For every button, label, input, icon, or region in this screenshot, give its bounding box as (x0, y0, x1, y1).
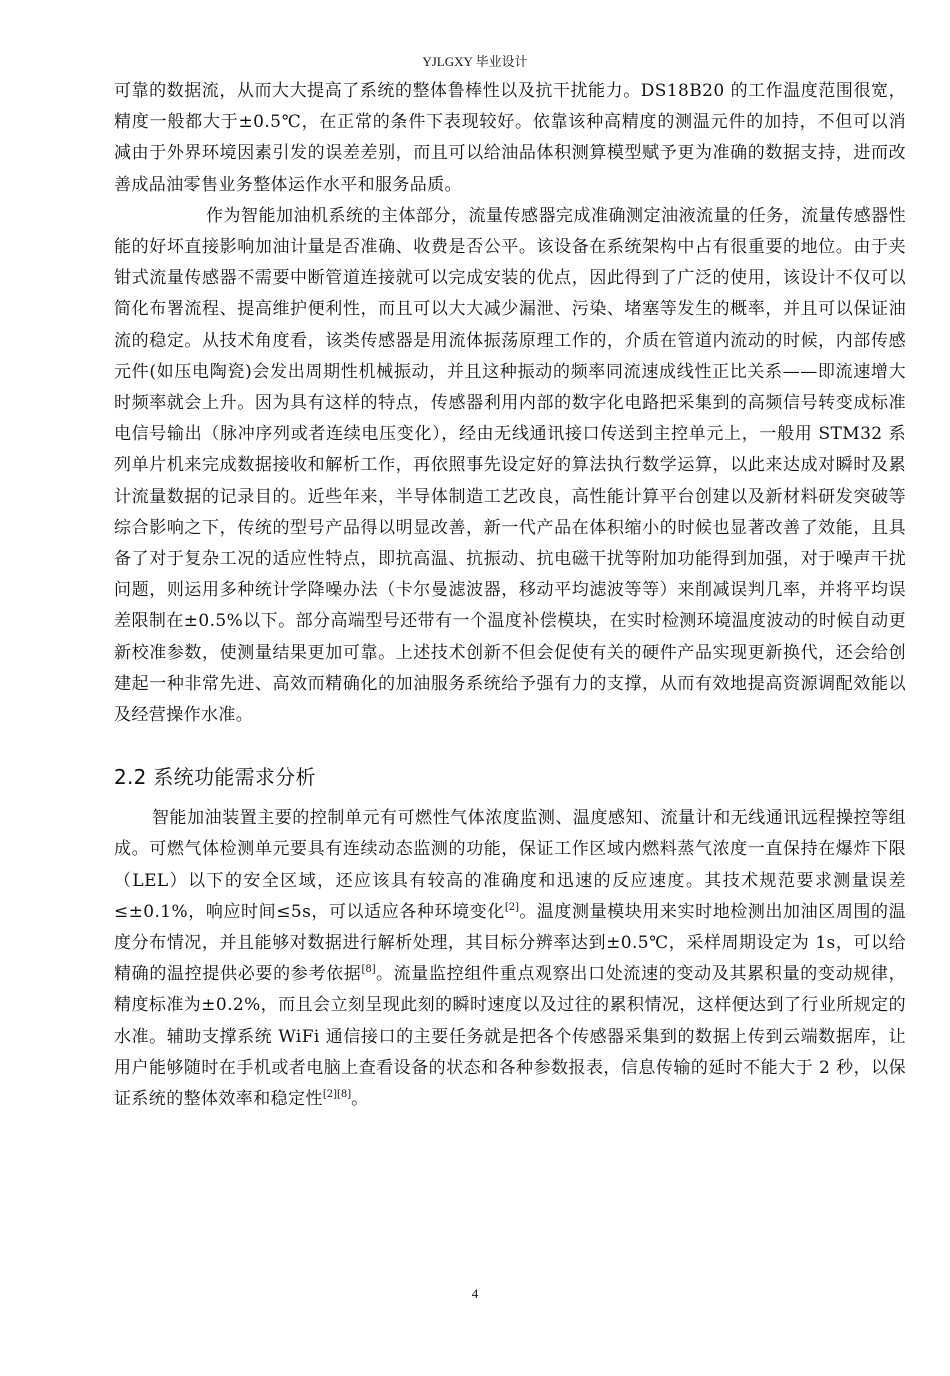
page-number: 4 (471, 1286, 479, 1301)
citation-reference: [2] (504, 901, 520, 913)
section-heading: 2.2 系统功能需求分析 (114, 765, 316, 790)
paragraph-text-part: 。 (351, 1089, 369, 1110)
paragraph-ds18b20-accuracy: 可靠的数据流，从而大大提高了系统的整体鲁棒性以及抗干扰能力。DS18B20 的工作温度范围很宽，精度一般都大于±0.5℃，在正常的条件下表现较好。依靠该种高精度的测温元件的加持，不但可以消减由于外界环境因素引发的误差差别，而且可以给油品体积测算模型赋予更为准确的数据支持，进而改善成品油零售业务整体运作水平和服务品质。 (114, 81, 906, 195)
citation-reference: [2][8] (322, 1089, 352, 1101)
paragraph-text-part: 。温度测量模块用来实时地检测出加油区周围的温度分布情况，并且能够对数据进行解析处理，其目标分辨率达到±0.5℃，采样周期设定为 1s，可以给精确的温控提供必要的参考依据 (114, 901, 906, 985)
paragraph-flow-sensor: 作为智能加油机系统的主体部分，流量传感器完成准确测定油液流量的任务，流量传感器性能的好坏直接影响加油计量是否准确、收费是否公平。该设备在系统架构中占有很重要的地位。由于夹钳式流量传感器不需要中断管道连接就可以完成安装的优点，因此得到了广泛的使用，该设计不仅可以简化布署流程、提高维护便利性，而且可以大大减少漏泄、污染、堵塞等发生的概率，并且可以保证油流的稳定。从技术角度看，该类传感器是用流体振荡原理工作的，介质在管道内流动的时候，内部传感元件(如压电陶瓷)会发出周期性机械振动，并且这种振动的频率同流速成线性正比关系——即流速增大时频率就会上升。因为具有这样的特点，传感器利用内部的数字化电路把采集到的高频信号转变成标准电信号输出（脉冲序列或者连续电压变化），经由无线通讯接口传送到主控单元上，一般用 STM32 系列单片机来完成数据接收和解析工作，再依照事先设定好的算法执行数学运算，以此来达成对瞬时及累计流量数据的记录目的。近些年来，半导体制造工艺改良，高性能计算平台创建以及新材料研发突破等综合影响之下，传统的型号产品得以明显改善，新一代产品在体积缩小的时候也显著改善了效能，且具备了对于复杂工况的适应性特点，即抗高温、抗振动、抗电磁干扰等附加功能得到加强，对于噪声干扰问题，则运用多种统计学降噪办法（卡尔曼滤波器，移动平均滤波等等）来削减误判几率，并将平均误差限制在±0.5%以下。部分高端型号还带有一个温度补偿模块，在实时检测环境温度波动的时候自动更新校准参数，使测量结果更加可靠。上述技术创新不但会促使有关的硬件产品实现更新换代，还会给创建起一种非常先进、高效而精确化的加油服务系统给予强有力的支撑，从而有效地提高资源调配效能以及经营操作水准。 (114, 205, 906, 726)
document-body (114, 76, 906, 1115)
paragraph-text-part: 。流量监控组件重点观察出口处流速的变动及其累积量的变动规律，精度标准为±0.2%，而且会立刻呈现此刻的瞬时速度以及过往的累积情况，这样便达到了行业所规定的水准。辅助支撑系统 WiFi 通信接口的主要任务就是把各个传感器采集到的数据上传到云端数据库，让用户能够随时在手机或者电脑上查看设备的状态和各种参数报表，信息传输的延时不能大于 2 秒，以保证系统的整体效率和稳定性 (114, 964, 907, 1110)
citation-reference: [8] (361, 964, 376, 976)
paragraph-function-requirements (114, 803, 906, 1115)
page-header: YJLGXY 毕业设计 (422, 54, 528, 69)
paragraph-text-part: 智能加油装置主要的控制单元有可燃性气体浓度监测、温度感知、流量计和无线通讯远程操控等组成。可燃气体检测单元要具有连续动态监测的功能，保证工作区域内燃料蒸气浓度一直保持在爆炸下限（LEL）以下的安全区域，还应该具有较高的准确度和迅速的反应速度。其技术规范要求测量误差≤±0.1%，响应时间≤5s，可以适应各种环境变化 (114, 808, 906, 922)
